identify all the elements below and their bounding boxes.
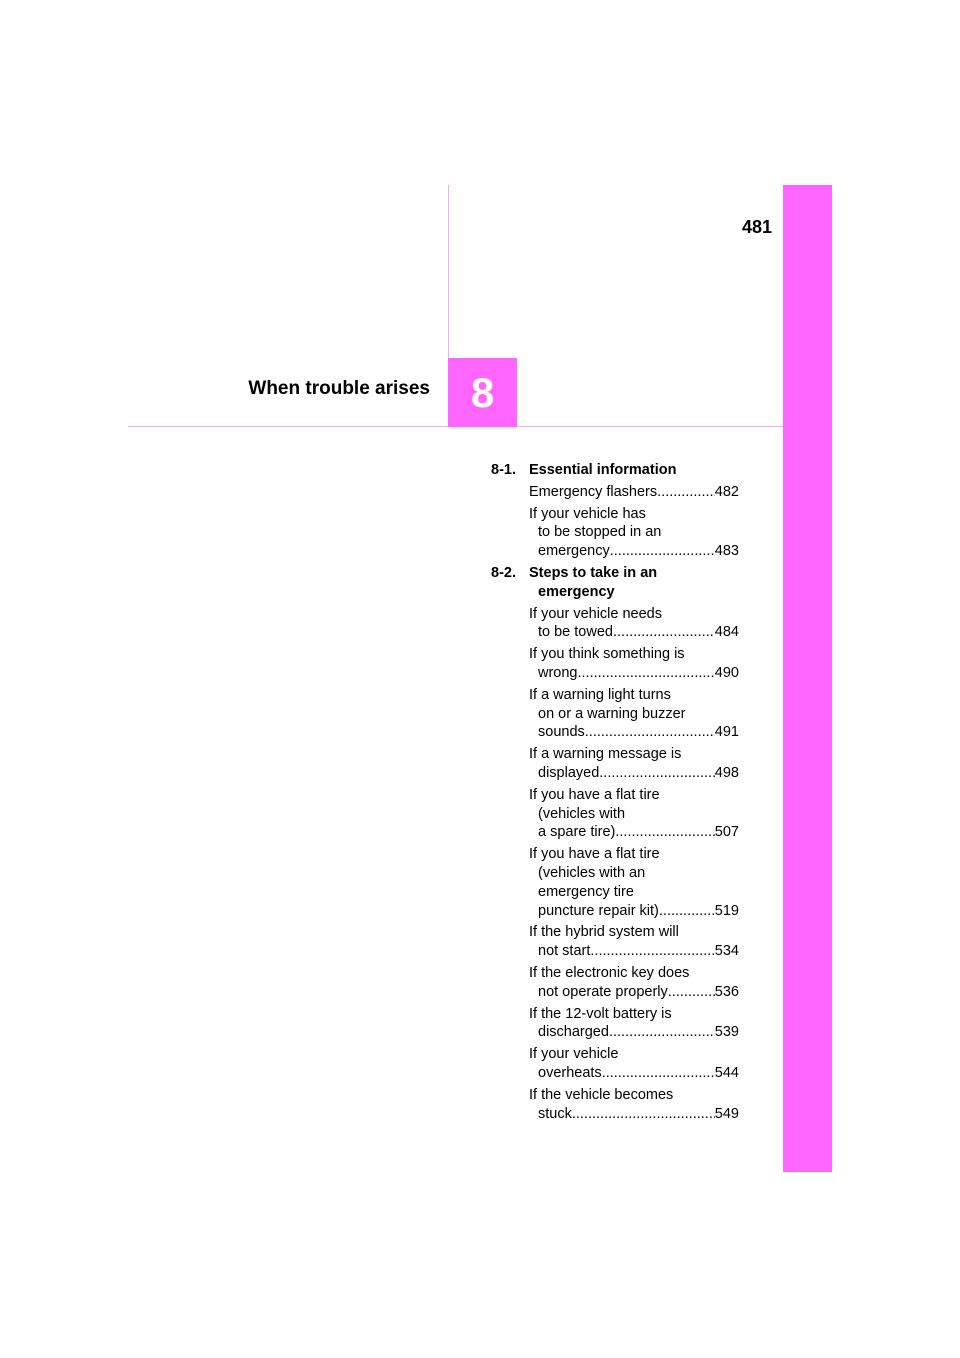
leader-dots <box>599 764 715 783</box>
leader-dots <box>590 942 714 961</box>
leader-dots <box>613 623 715 642</box>
chapter-side-tab <box>783 185 832 1172</box>
entry-text: puncture repair kit) <box>538 902 659 919</box>
leader-dots <box>572 1105 715 1124</box>
leader-dots <box>602 1064 715 1083</box>
entry-text: (vehicles with an <box>538 864 646 881</box>
entry-text: discharged <box>538 1024 609 1041</box>
toc-entry[interactable] <box>529 645 739 683</box>
entry-text: If you think something is <box>529 646 685 663</box>
page-number: 481 <box>741 217 772 237</box>
toc-entry[interactable] <box>529 505 739 561</box>
leader-dots <box>585 723 715 742</box>
chapter-number-badge: 8 <box>448 358 517 427</box>
entry-text: If you have a flat tire <box>529 846 660 863</box>
entry-text: If your vehicle needs <box>529 605 662 622</box>
entry-page: 484 <box>714 624 739 641</box>
toc-entry[interactable] <box>529 605 739 643</box>
entry-text: If a warning light turns <box>529 686 671 703</box>
entry-text: Emergency flashers <box>529 483 658 500</box>
table-of-contents <box>491 461 739 1126</box>
entry-page: 483 <box>714 543 739 560</box>
toc-entry[interactable] <box>529 1045 739 1083</box>
entry-page: 539 <box>714 1024 739 1041</box>
toc-entry[interactable] <box>529 686 739 742</box>
entry-page: 507 <box>714 824 739 841</box>
entry-text: If your vehicle has <box>529 505 646 522</box>
entry-page: 519 <box>714 902 739 919</box>
toc-entry[interactable] <box>529 923 739 961</box>
leader-dots <box>657 483 715 502</box>
entry-page: 544 <box>714 1064 739 1081</box>
entry-page: 536 <box>714 983 739 1000</box>
entry-page: 491 <box>714 724 739 741</box>
entry-text: If the electronic key does <box>529 964 690 981</box>
entry-text: on or a warning buzzer <box>538 705 686 722</box>
entry-text: emergency tire <box>538 883 634 900</box>
leader-dots <box>668 983 715 1002</box>
leader-dots <box>659 902 715 921</box>
leader-dots <box>578 664 715 683</box>
toc-entry[interactable] <box>529 1086 739 1124</box>
toc-section <box>491 564 739 1123</box>
leader-dots <box>610 542 715 561</box>
entry-text: If a warning message is <box>529 746 682 763</box>
entry-text: displayed <box>538 764 600 781</box>
entry-page: 549 <box>714 1105 739 1122</box>
entry-text: If the vehicle becomes <box>529 1086 674 1103</box>
entry-text: emergency <box>538 543 610 560</box>
toc-entry[interactable] <box>529 483 739 502</box>
entry-page: 534 <box>714 943 739 960</box>
section-number: 8-2. <box>491 564 516 581</box>
entry-text: If your vehicle <box>529 1046 619 1063</box>
entry-text: (vehicles with <box>538 805 626 822</box>
toc-entry[interactable] <box>529 786 739 842</box>
entry-text: not start <box>538 943 591 960</box>
entry-text: sounds <box>538 724 585 741</box>
entry-text: wrong <box>538 664 578 681</box>
section-title: Steps to take in an emergency <box>529 564 658 600</box>
section-number: 8-1. <box>491 462 516 478</box>
toc-section <box>491 461 739 561</box>
leader-dots <box>615 823 714 842</box>
entry-text: If the hybrid system will <box>529 924 679 941</box>
section-title: Essential information <box>529 462 677 478</box>
toc-entry[interactable] <box>529 1005 739 1043</box>
entry-page: 490 <box>714 664 739 681</box>
chapter-title: When trouble arises <box>248 378 430 399</box>
entry-page: 482 <box>714 483 739 500</box>
header-vertical-rule <box>448 185 449 358</box>
entry-text: not operate properly <box>538 983 668 1000</box>
entry-text: to be towed <box>538 624 613 641</box>
toc-entry[interactable] <box>529 745 739 783</box>
entry-text: overheats <box>538 1064 602 1081</box>
entry-text: to be stopped in an <box>538 524 662 541</box>
toc-entry[interactable] <box>529 964 739 1002</box>
entry-text: a spare tire) <box>538 824 616 841</box>
leader-dots <box>609 1023 715 1042</box>
entry-text: If you have a flat tire <box>529 786 660 803</box>
entry-page: 498 <box>714 764 739 781</box>
entry-text: If the 12-volt battery is <box>529 1005 672 1022</box>
entry-text: stuck <box>538 1105 572 1122</box>
toc-entry[interactable] <box>529 845 739 920</box>
